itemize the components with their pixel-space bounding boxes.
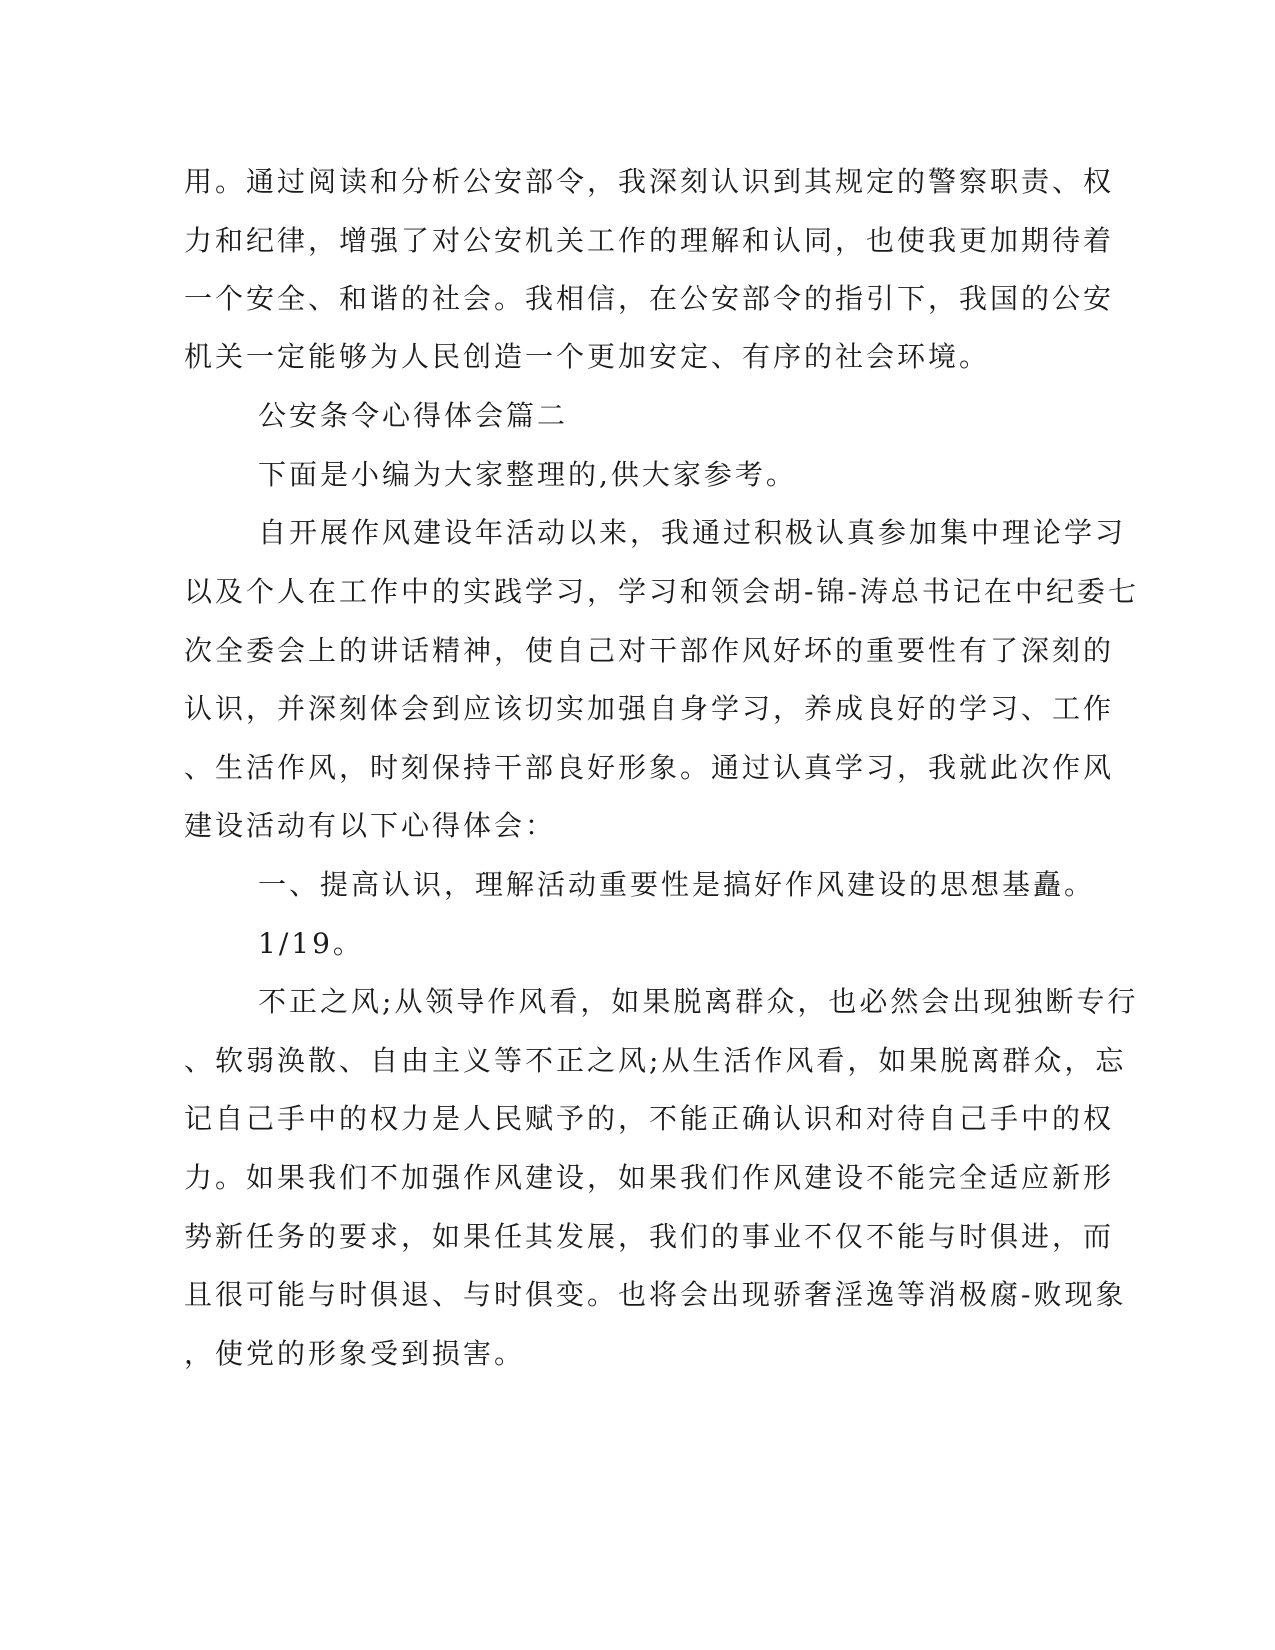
text-line: 且很可能与时俱退、与时俱变。也将会出现骄奢淫逸等消极腐-败现象	[184, 1278, 1127, 1311]
text-line: 、生活作风，时刻保持干部良好形象。通过认真学习，我就此次作风	[184, 751, 1115, 784]
text-line: 下面是小编为大家整理的,供大家参考。	[258, 458, 797, 491]
text-line: 机关一定能够为人民创造一个更加安定、有序的社会环境。	[184, 340, 991, 373]
section-heading: 公安条令心得体会篇二	[258, 399, 569, 432]
text-line: 以及个人在工作中的实践学习，学习和领会胡-锦-涛总书记在中纪委七	[184, 575, 1139, 608]
text-line: 建设活动有以下心得体会：	[184, 809, 557, 842]
text-line: 用。通过阅读和分析公安部令，我深刻认识到其规定的警察职责、权	[184, 165, 1115, 198]
text-line: 一个安全、和谐的社会。我相信，在公安部令的指引下，我国的公安	[184, 282, 1115, 315]
text-line: 认识，并深刻体会到应该切实加强自身学习，养成良好的学习、工作	[184, 692, 1115, 725]
text-line: 力和纪律，增强了对公安机关工作的理解和认同，也使我更加期待着	[184, 224, 1115, 257]
text-line: ，使党的形象受到损害。	[184, 1337, 526, 1370]
text-line: 势新任务的要求，如果任其发展，我们的事业不仅不能与时俱进，而	[184, 1220, 1115, 1253]
text-line: 记自己手中的权力是人民赋予的，不能正确认识和对待自己手中的权	[184, 1102, 1115, 1135]
text-line: 次全委会上的讲话精神，使自己对干部作风好坏的重要性有了深刻的	[184, 634, 1115, 667]
text-line: 、软弱涣散、自由主义等不正之风;从生活作风看，如果脱离群众，忘	[184, 1044, 1127, 1077]
text-line: 不正之风;从领导作风看，如果脱离群众，也必然会出现独断专行	[258, 985, 1139, 1018]
text-line: 自开展作风建设年活动以来，我通过积极认真参加集中理论学习	[258, 516, 1127, 549]
page-number: 1/19。	[258, 927, 364, 960]
text-line: 一、提高认识，理解活动重要性是搞好作风建设的思想基矗。	[258, 868, 1096, 901]
text-line: 力。如果我们不加强作风建设，如果我们作风建设不能完全适应新形	[184, 1161, 1115, 1194]
